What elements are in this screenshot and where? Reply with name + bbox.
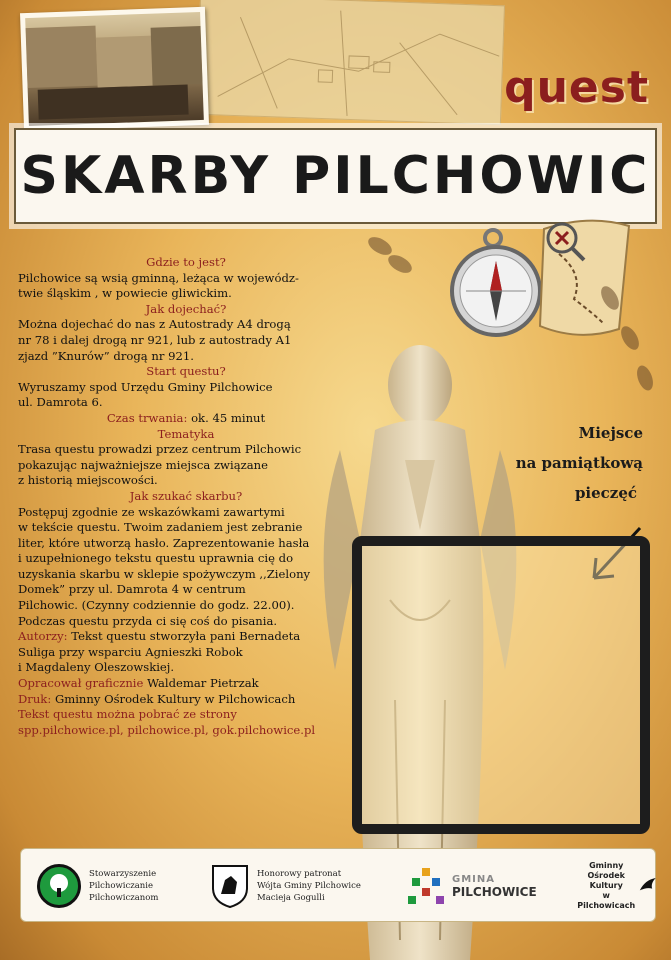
credit-line	[18, 676, 354, 692]
historic-photo	[20, 7, 209, 131]
credit-label: Druk:	[18, 691, 52, 706]
paragraph-line: Domek” przy ul. Damrota 4 w centrum	[18, 582, 246, 597]
patronat-line1: Honorowy patronat	[257, 869, 342, 879]
sponsor-stowarzyszenie	[37, 849, 158, 923]
paragraph-line: w tekście questu. Twoim zadaniem jest zebranie	[18, 520, 303, 535]
paragraph-line: liter, które utworzą hasło. Zaprezentowanie hasła	[18, 535, 310, 550]
title-banner	[14, 128, 657, 224]
paragraph-line: pokazując najważniejsze miejsca związane	[18, 457, 268, 472]
coat-of-arms-icon	[211, 864, 249, 908]
stamp-label-line2: na pamiątkową	[515, 454, 643, 472]
bird-logo-icon	[638, 875, 658, 897]
sponsor-patronat	[211, 849, 361, 923]
tree-logo-icon	[37, 864, 81, 908]
credit-label: Autorzy:	[18, 629, 68, 644]
paragraph-line: Można dojechać do nas z Autostrady A4 drogą	[18, 317, 291, 332]
sponsor-gok	[576, 849, 658, 923]
gmina-logo-icon	[406, 866, 446, 906]
paragraph-line: nr 78 i dalej drogą nr 921, lub z autostrady A1	[18, 332, 292, 347]
section-heading: Jak szukać skarbu?	[129, 488, 243, 503]
credit-line	[18, 645, 354, 661]
paragraph-line: ul. Damrota 6.	[18, 395, 103, 410]
paragraph-line: Pilchowic. (Czynny codziennie do godz. 22.00).	[18, 598, 295, 613]
gok-line1: Gminny	[589, 861, 624, 870]
section-heading: Start questu?	[146, 364, 226, 379]
stamp-label-line3: pieczęć	[574, 484, 637, 502]
old-map-decoration	[196, 0, 505, 125]
paragraph-line: Trasa questu prowadzi przez centrum Pilchowic	[18, 442, 302, 457]
paragraph-line: twie śląskim , w powiecie gliwickim.	[18, 286, 232, 301]
stow-line3: Pilchowiczanom	[89, 893, 159, 903]
paragraph-line: zjazd ”Knurów” drogą nr 921.	[18, 348, 194, 363]
duration-value: ok. 45 minut	[191, 410, 266, 425]
credit-line	[18, 692, 354, 708]
patronat-line2: Wójta Gminy Pilchowice	[257, 881, 361, 891]
duration-line	[18, 411, 354, 427]
paragraph-line: Postępuj zgodnie ze wskazówkami zawartymi	[18, 504, 285, 519]
credit-line	[18, 629, 354, 645]
quest-info-text	[18, 255, 354, 738]
paragraph-line: Podczas questu przyda ci się coś do pisania.	[18, 613, 278, 628]
download-info-line: spp.pilchowice.pl, pilchowice.pl, gok.pilchowice.pl	[18, 722, 316, 737]
stamp-frame	[352, 536, 650, 834]
gmina-label: GMINA	[452, 874, 495, 885]
credit-text: Waldemar Pietrzak	[147, 676, 259, 691]
stow-line2: Pilchowiczanie	[89, 881, 154, 891]
gok-line3: Kultury	[589, 881, 623, 890]
sponsor-gmina	[406, 849, 537, 923]
duration-label: Czas trwania:	[106, 410, 188, 425]
section-heading: Gdzie to jest?	[146, 255, 226, 269]
stamp-label-line1: Miejsce	[578, 424, 643, 442]
paragraph-line: uzyskania skarbu w sklepie spożywczym ,,Zielony	[18, 566, 311, 581]
paragraph-line: Pilchowice są wsią gminną, leżąca w wojewódz-	[18, 270, 299, 285]
gok-line4: w Pilchowicach	[577, 891, 636, 910]
gmina-place: PILCHOWICE	[452, 885, 537, 899]
credit-text: i Magdaleny Oleszowskiej.	[18, 660, 175, 675]
sponsors-footer	[20, 848, 656, 922]
gok-line2: Ośrodek	[587, 871, 625, 880]
paragraph-line: i uzupełnionego tekstu questu uprawnia cię do	[18, 551, 294, 566]
stow-line1: Stowarzyszenie	[89, 869, 157, 879]
paragraph-line: Wyruszamy spod Urzędu Gminy Pilchowice	[18, 379, 273, 394]
quest-label: quest	[504, 62, 649, 113]
credit-text: Suliga przy wsparciu Agnieszki Robok	[18, 644, 243, 659]
credit-text: Gminny Ośrodek Kultury w Pilchowicach	[54, 691, 296, 706]
section-heading: Jak dojechać?	[145, 301, 227, 316]
page-title: SKARBY PILCHOWIC	[20, 146, 651, 206]
credit-line	[18, 660, 354, 676]
section-heading: Tematyka	[157, 426, 215, 441]
paragraph-line: z historią miejscowości.	[18, 473, 158, 488]
credit-label: Opracował graficznie	[18, 676, 144, 691]
credit-text: Tekst questu stworzyła pani Bernadeta	[71, 629, 301, 644]
stamp-label	[493, 418, 643, 508]
patronat-line3: Macieja Gogulli	[257, 893, 325, 903]
download-info-line: Tekst questu można pobrać ze strony	[18, 707, 237, 722]
